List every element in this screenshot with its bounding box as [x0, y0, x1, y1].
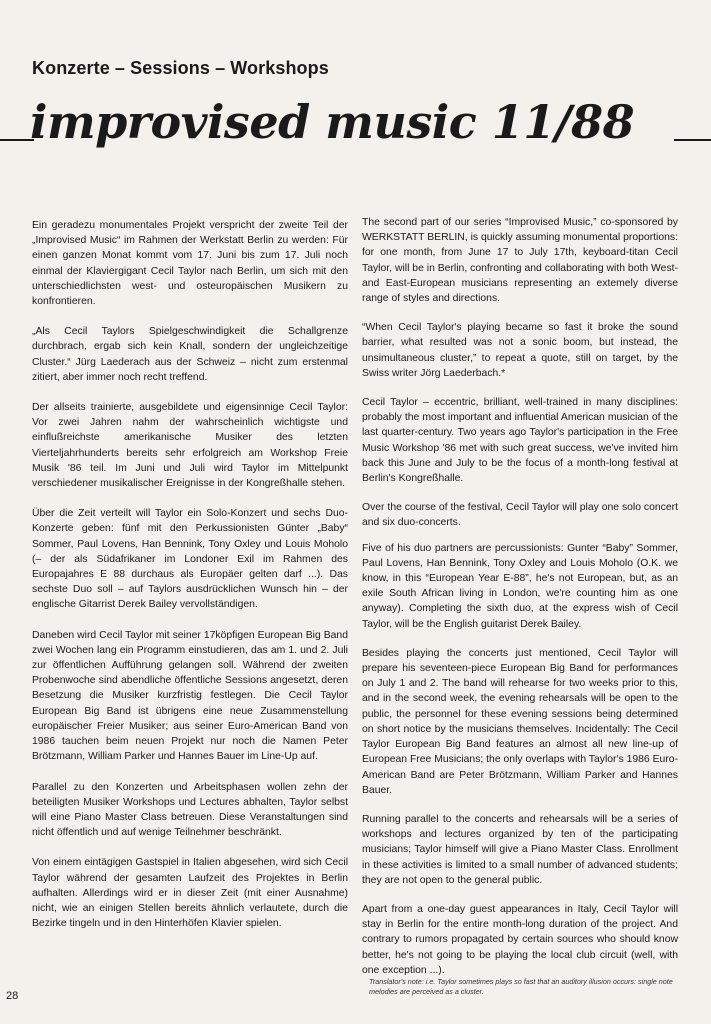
masthead — [0, 92, 711, 170]
german-paragraph: „Als Cecil Taylors Spielgeschwindigkeit die Schallgrenze durchbrach, ergab sich kein Knall, sondern der ungleichzeitige Cluster.“ Jürg Laederach aus der Schweiz – nicht zum erstenmal zitiert, aber immer noch recht treffend. — [32, 326, 348, 383]
english-paragraph: Cecil Taylor – eccentric, brilliant, well-trained in many disciplines: probably the most important and influential American musician of the last quarter-century. Two years ago Taylor's participation in the Free Music Workshop '86 met with such great success, we've invited him back this June and July to be the focus of a month-long festival at Berlin's Kongreßhalle. — [362, 397, 678, 485]
german-paragraph: Daneben wird Cecil Taylor mit seiner 17köpfigen European Big Band zwei Wochen lang ein Programm einstudieren, das am 1. und 2. Juli zur öffentlichen Aufführung gelangen soll. Während der zweiten Probenwoche sind abendliche öffentliche Sessions angesetzt, deren Besetzung die Musiker kurzfristig festlegen. Die Cecil Taylor European Big Band ist übrigens eine neue Zusammenstellung europäischer Freier Musiker; aus seiner Euro-American Band von 1986 tauchen beim neuen Projekt nur noch die Namen Peter Brötzmann, William Parker und Hannes Bauer im Line-Up auf. — [32, 629, 348, 763]
german-paragraph: Der allseits trainierte, ausgebildete und eigensinnige Cecil Taylor: Vor zwei Jahren nahm der wahrscheinlich wichtigste und einflußreichste amerikanische Musiker des letzten Vierteljahrhunderts bereits sehr erfolgreich am Workshop Freie Musik '86 teil. Im Juni und Juli wird Taylor im Mittelpunkt verschiedener musikalischer Ereignisse in der Kongreßhalle stehen. — [32, 402, 348, 490]
english-column — [362, 215, 678, 992]
german-paragraph: Über die Zeit verteilt will Taylor ein Solo-Konzert und sechs Duo-Konzerte geben: fünf mit den Perkussionisten Günter „Baby“ Sommer, Paul Lovens, Han Bennink, Tony Oxley und Louis Moholo (– der als Südafrikaner im Londoner Exil im Rahmen des Europajahres E 88 durchaus als Europäer gelten darf ...). Das sechste Duo soll – auf Taylors ausdrücklichen Wunsch hin – der englische Gitarrist Derek Bailey vervollständigen. — [32, 508, 348, 611]
german-paragraph: Parallel zu den Konzerten und Arbeitsphasen wollen zehn der beteiligten Musiker Workshops und Lectures abhalten, Taylor selbst will eine Piano Master Class betreuen. Diese Veranstaltungen sind nicht öffentlich und auf wenige Teilnehmer beschränkt. — [32, 781, 348, 839]
german-paragraph: Von einem eintägigen Gastspiel in Italien abgesehen, wird sich Cecil Taylor während der gesamten Laufzeit des Projektes in Berlin aufhalten. Allerdings wird er in dieser Zeit (mit einer Ausnahme) nicht, wie an einigen Stellen bereits ähnlich verlautete, durch die Bezirke tingeln und in den Hinterhöfen Klavier spielen. — [32, 857, 348, 930]
english-paragraph: Over the course of the festival, Cecil Taylor will play one solo concert and six duo-concerts. — [362, 502, 678, 529]
german-paragraph: Ein geradezu monumentales Projekt verspricht der zweite Teil der „Improvised Music“ im Rahmen der Werkstatt Berlin zu werden: Für einen ganzen Monat kommt vom 17. Juni bis zum 17. Juli noch einmal der Klaviergigant Cecil Taylor nach Berlin, um sich mit den unterschiedlichsten west- und osteuropäischen Musikern zu konfrontieren. — [32, 220, 348, 308]
title-rule-right — [674, 139, 711, 141]
german-column — [32, 218, 348, 946]
section-kicker: Konzerte – Sessions – Workshops — [32, 58, 329, 78]
page-number: 28 — [6, 990, 19, 1002]
english-paragraph: The second part of our series “Improvised Music,” co-sponsored by WERKSTATT BERLIN, is quickly assuming monumental proportions: for one month, from June 17 to July 17th, keyboard-titan Cecil Taylor, will be in Berlin, confronting and collaborating with both West- and East-European musicians representing an extemely diverse range of styles and directions. — [362, 217, 678, 305]
translator-footnote: Translator's note: i.e. Taylor sometimes plays so fast that an auditory illusion occurs: single note melodies are perceived as a cluster. — [369, 977, 673, 996]
english-paragraph: Besides playing the concerts just mentioned, Cecil Taylor will prepare his seventeen-piece European Big Band for performances on July 1 and 2. The band will rehearse for two weeks prior to this, and in the second week, the evening rehearsals will be open to the public, the personnel for these evening sessions being determined on short notice by the musicians themselves. Incidentally: The Cecil Taylor European Big Band features an almost all new line-up of European Free Musicians; the only overlaps with Taylor's 1986 Euro-American Band are Peter Brötzmann, William Parker and Hannes Bauer. — [362, 647, 678, 796]
english-paragraph: “When Cecil Taylor's playing became so fast it broke the sound barrier, what resulted was not a sonic boom, but instead, the unsimultaneous cluster,” to repeat a quote, still on target, by the Swiss writer Jörg Laederbach.* — [362, 322, 678, 379]
english-paragraph: Five of his duo partners are percussionists: Gunter “Baby” Sommer, Paul Lovens, Han Bennink, Tony Oxley and Louis Moholo (O.K. we know, in this “European Year E-88”, he's not European, but, as an exile South African living in London, we're counting him as one anyway). Completing the sixth duo, at the express wish of Cecil Taylor, will be the English guitarist Derek Bailey. — [362, 542, 678, 630]
title-rule-left — [0, 139, 34, 141]
page-title: improvised music 11/88 — [30, 95, 635, 149]
english-paragraph: Apart from a one-day guest appearances in Italy, Cecil Taylor will stay in Berlin for the entire month-long duration of the project. And contrary to rumors propagated by certain sources who should know better, he's not going to be playing the local club circuit (well, with one exception ...). — [362, 903, 678, 976]
english-paragraph: Running parallel to the concerts and rehearsals will be a series of workshops and lectures organized by ten of the participating musicians; Taylor himself will give a Piano Master Class. Enrollment in these activities is limited to a small number of advanced students; they are not open to the general public. — [362, 813, 678, 886]
